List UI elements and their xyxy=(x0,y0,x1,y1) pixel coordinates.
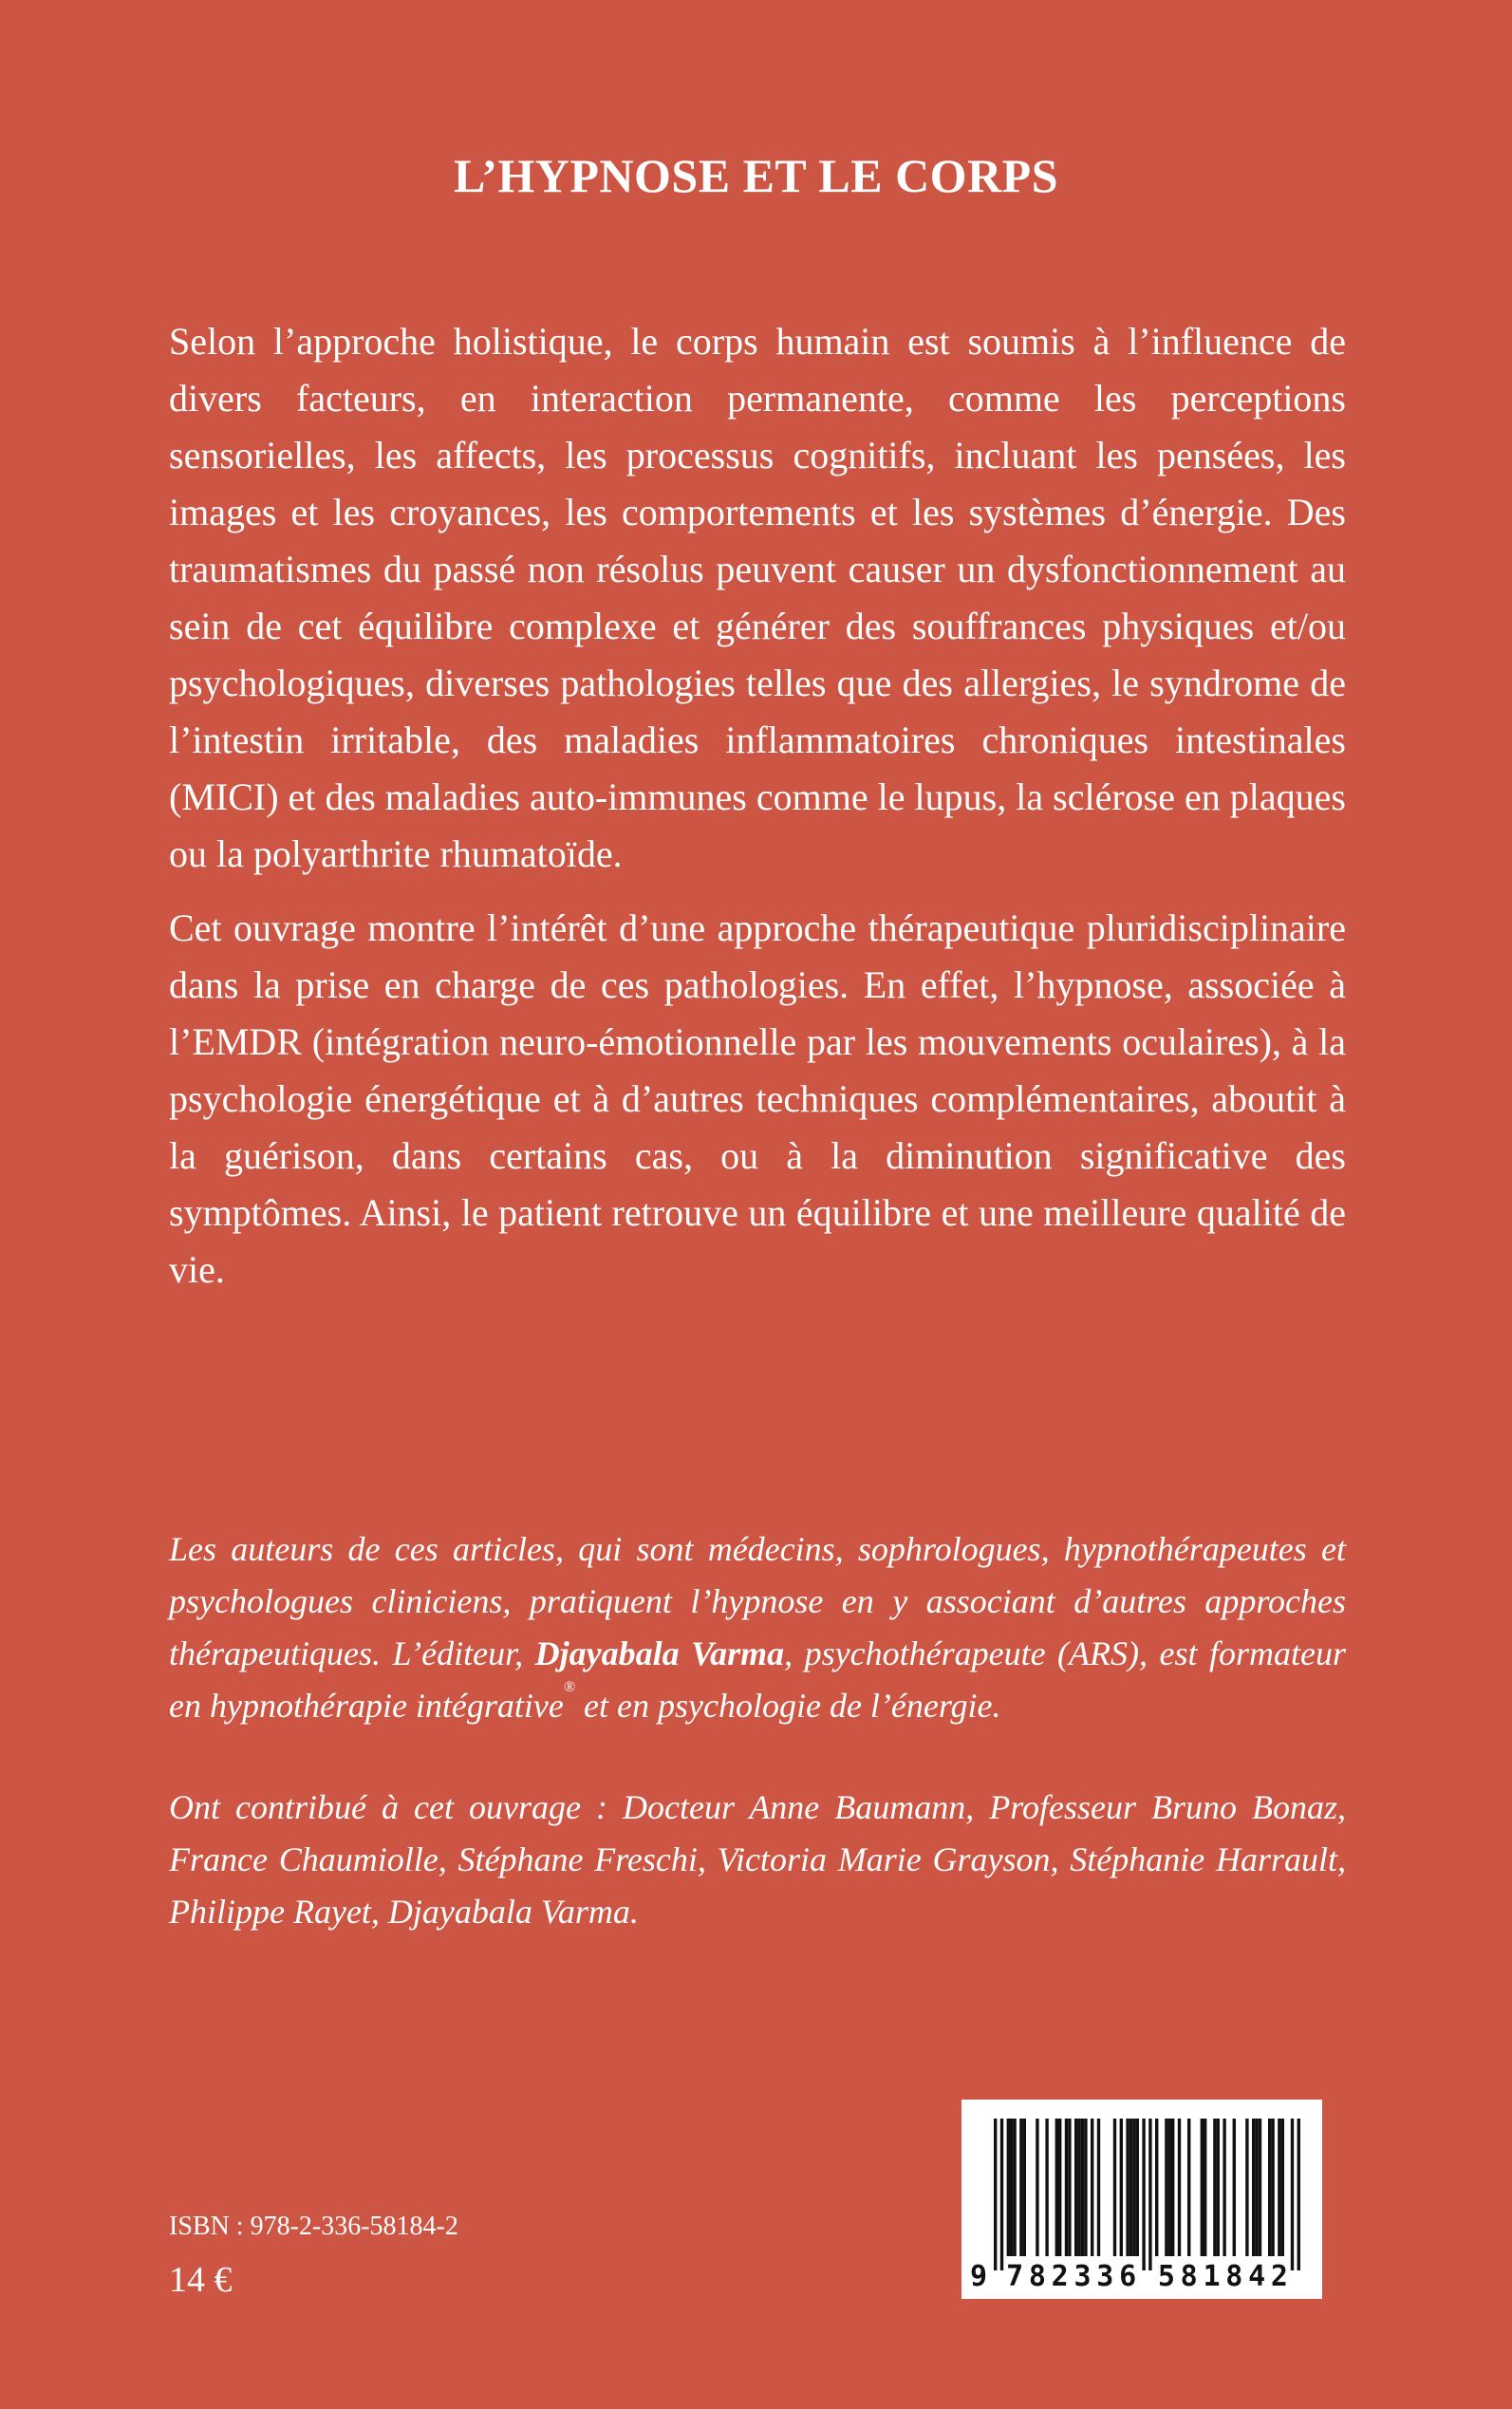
barcode-bar xyxy=(1142,2119,1145,2270)
price: 14 € xyxy=(169,2260,233,2300)
barcode-bar xyxy=(1120,2119,1123,2256)
barcode-bar xyxy=(1074,2119,1077,2256)
book-title: L’HYPNOSE ET LE CORPS xyxy=(453,149,1059,202)
barcode-digit: 6 xyxy=(1119,2260,1137,2293)
barcode-bar xyxy=(1223,2119,1225,2256)
barcode-bar xyxy=(1245,2119,1248,2256)
barcode-bar xyxy=(1013,2119,1016,2256)
barcode-bar xyxy=(1019,2119,1022,2256)
barcode-bar xyxy=(1023,2119,1026,2256)
description xyxy=(169,313,1346,1316)
barcode-bar xyxy=(1297,2119,1300,2270)
barcode-digit: 4 xyxy=(1248,2260,1266,2293)
bio-text: et en psychologie de l’énergie. xyxy=(575,1687,1001,1725)
barcode-digit: 7 xyxy=(1006,2260,1024,2293)
barcode-digit: 9 xyxy=(969,2260,988,2293)
barcode-bar xyxy=(1278,2119,1280,2256)
barcode-digit: 2 xyxy=(1270,2260,1288,2293)
barcode-bar xyxy=(1252,2119,1255,2256)
barcode xyxy=(961,2100,1322,2299)
description-paragraph: Cet ouvrage montre l’intérêt d’une approche thérapeutique pluridisciplinaire dans la prise en charge de ces pathologies. En effet, l’hypnose, associée à l’EMDR (intégration neuro-émotionnelle par les mouvements oculaires), à la psychologie énergétique et à d’autres techniques complémentaires, aboutit à la guérison, dans certains cas, ou à la diminution significative des symptômes. Ainsi, le patient retrouve un équilibre et une meilleure qualité de vie. xyxy=(169,906,1346,1291)
barcode-bar xyxy=(1201,2119,1204,2256)
registered-mark: ® xyxy=(563,1679,576,1695)
barcode-bar xyxy=(1000,2119,1003,2270)
author-info xyxy=(169,1523,1346,1988)
bio-text: Les auteurs de ces articles, qui sont médecins, sophrologues, hypnothérapeutes et psychologues cliniciens, pratiquent l’hypnose en y associant d’autres approches thérapeutiques. L’éditeur, xyxy=(169,1530,1346,1672)
barcode-bar xyxy=(1178,2119,1181,2256)
barcode-bar xyxy=(1217,2119,1220,2256)
barcode-bar xyxy=(1091,2119,1093,2256)
barcode-bar xyxy=(1132,2119,1135,2256)
barcode-digit: 5 xyxy=(1157,2260,1175,2293)
barcode-bar xyxy=(1113,2119,1116,2256)
barcode-bar xyxy=(1126,2119,1129,2256)
barcode-bar xyxy=(1055,2119,1058,2256)
barcode-bar xyxy=(1007,2119,1010,2256)
barcode-bar xyxy=(1136,2119,1139,2256)
barcode-bar xyxy=(1233,2119,1236,2256)
barcode-bar xyxy=(1168,2119,1171,2256)
barcode-bar xyxy=(1081,2119,1084,2256)
barcode-bar xyxy=(1259,2119,1261,2256)
barcode-bar xyxy=(1148,2119,1151,2270)
isbn: ISBN : 978-2-336-58184-2 xyxy=(169,2212,458,2241)
barcode-bar xyxy=(1271,2119,1274,2256)
barcode-digit: 3 xyxy=(1073,2260,1092,2293)
barcode-bar xyxy=(1165,2119,1167,2256)
barcode-bar xyxy=(1171,2119,1174,2256)
barcode-digit: 8 xyxy=(1028,2260,1046,2293)
barcode-bar xyxy=(1255,2119,1258,2256)
barcode-bar xyxy=(1058,2119,1061,2256)
barcode-digit: 1 xyxy=(1203,2260,1221,2293)
barcode-bar xyxy=(994,2119,997,2270)
barcode-bar xyxy=(1291,2119,1294,2270)
barcode-bar xyxy=(1213,2119,1216,2256)
description-paragraph: Selon l’approche holistique, le corps humain est soumis à l’influence de divers facteurs, en interaction permanente, comme les perceptions sensorielles, les affects, les processus cognitifs, incluant les pensées, les images et les croyances, les comportements et les systèmes d’énergie. Des traumatismes du passé non résolus peuvent causer un dysfonctionnement au sein de cet équilibre complexe et générer des souffrances physiques et/ou psychologiques, diverses pathologies telles que des allergies, le syndrome de l’intestin irritable, des maladies inflammatoires chroniques intestinales (MICI) et des maladies auto-immunes comme le lupus, la sclérose en plaques ou la polyarthrite rhumatoïde. xyxy=(169,320,1346,875)
barcode-digit: 2 xyxy=(1051,2260,1069,2293)
barcode-bar xyxy=(1187,2119,1190,2256)
barcode-digit: 8 xyxy=(1225,2260,1243,2293)
barcode-bar xyxy=(1010,2119,1013,2256)
barcode-bar xyxy=(1281,2119,1284,2256)
barcode-bar xyxy=(1268,2119,1271,2256)
barcode-bar xyxy=(1036,2119,1038,2256)
authors-bio xyxy=(169,1523,1346,1732)
bio-text: , psychothérapeute (ARS), est formateur en hypnothérapie intégrative xyxy=(169,1634,1346,1725)
barcode-bar xyxy=(1068,2119,1071,2256)
barcode-bar xyxy=(1077,2119,1080,2256)
barcode-bar xyxy=(1084,2119,1087,2256)
barcode-digit: 8 xyxy=(1180,2260,1198,2293)
barcode-bar xyxy=(1045,2119,1048,2256)
barcode-graphic xyxy=(961,2100,1322,2299)
contributors: Ont contribué à cet ouvrage : Docteur Anne Baumann, Professeur Bruno Bonaz, France Chaumiolle, Stéphane Freschi, Victoria Marie Grayson, Stéphanie Harrault, Philippe Rayet, Djayabala Varma. xyxy=(169,1788,1346,1931)
barcode-bar xyxy=(1155,2119,1158,2256)
barcode-bar xyxy=(1097,2119,1100,2256)
barcode-bar xyxy=(1204,2119,1206,2256)
editor-name: Djayabala Varma xyxy=(534,1634,785,1672)
barcode-bar xyxy=(1065,2119,1068,2256)
barcode-bar xyxy=(1129,2119,1132,2256)
barcode-digit: 3 xyxy=(1096,2260,1114,2293)
